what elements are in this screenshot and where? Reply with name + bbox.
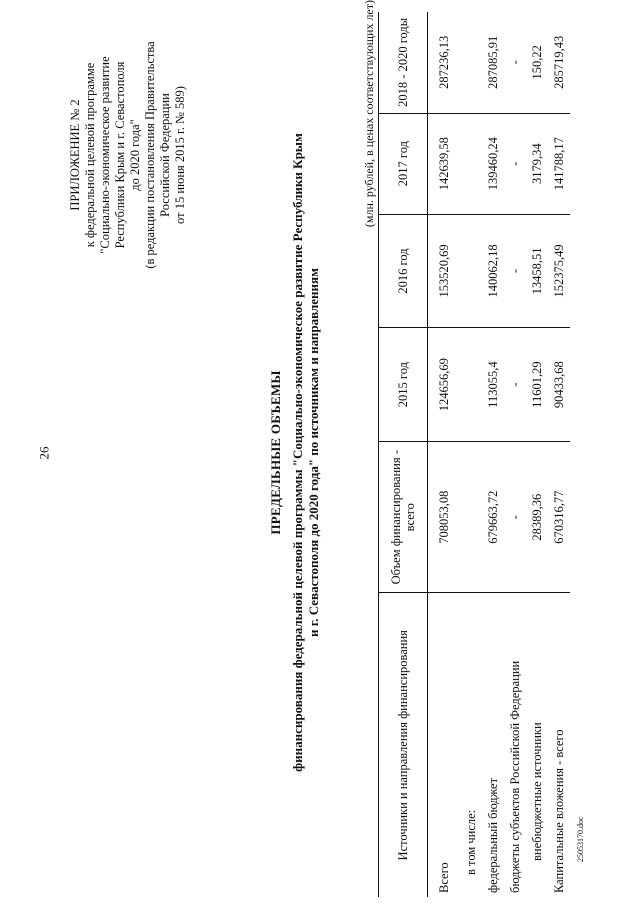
document-subtitle [290, 40, 322, 865]
table-cell: 285719,43 [548, 12, 570, 113]
appendix-line: "Социально-экономическое развитие [98, 56, 112, 254]
table-cell: - [504, 12, 526, 113]
units-note: (млн. рублей, в ценах соответствующих лет) [362, 0, 376, 228]
table-cell: 28389,36 [526, 441, 548, 593]
table-cell: Капитальные вложения - всего [551, 729, 566, 893]
table-cell: Всего [436, 862, 451, 893]
table-cell: 90433,68 [548, 328, 570, 442]
table-cell: внебюджетные источники [529, 722, 544, 861]
table-row [482, 12, 504, 897]
table-cell: 708053,08 [428, 441, 461, 593]
table-cell: - [504, 113, 526, 214]
appendix-block [68, 5, 188, 305]
table-cell [460, 214, 482, 328]
page-number: 26 [36, 446, 52, 460]
table-cell: 11601,29 [526, 328, 548, 442]
table-cell: 152375,49 [548, 214, 570, 328]
appendix-line: до 2020 года" [128, 119, 142, 191]
appendix-line: Республики Крым и г. Севастополя [113, 61, 127, 249]
table-cell: 140062,18 [482, 214, 504, 328]
table-cell: федеральный бюджет [485, 777, 500, 893]
subtitle-line-1: финансирования федеральной целевой программы "Социально-экономическое развитие Республики Крым [290, 133, 305, 772]
table-cell [460, 12, 482, 113]
table-row [504, 12, 526, 897]
table-cell: 287236,13 [428, 12, 461, 113]
table-cell: 679663,72 [482, 441, 504, 593]
table-cell: 141788,17 [548, 113, 570, 214]
table-row [460, 12, 482, 897]
table-cell: - [504, 214, 526, 328]
table-row [428, 12, 461, 897]
appendix-line: Российской Федерации [158, 93, 172, 217]
table-cell: 153520,69 [428, 214, 461, 328]
table-row [548, 12, 570, 897]
appendix-line: к федеральной целевой программе [83, 62, 97, 248]
column-header: 2018 - 2020 годы [379, 12, 428, 113]
appendix-line: от 15 июня 2015 г. № 589) [173, 86, 187, 224]
column-header: 2017 год [379, 113, 428, 214]
table-header-row [379, 12, 428, 897]
document-code: 25053170.doc [576, 816, 585, 862]
column-header: Источники и направления финансирования [379, 593, 428, 897]
table-cell: 124656,69 [428, 328, 461, 442]
table-cell: в том числе: [463, 809, 478, 875]
table-cell [460, 441, 482, 593]
appendix-line: (в редакции постановления Правительства [143, 41, 157, 269]
column-header: 2015 год [379, 328, 428, 442]
table-cell [460, 328, 482, 442]
table-cell: 142639,58 [428, 113, 461, 214]
table-cell: 287085,91 [482, 12, 504, 113]
table-cell: 670316,77 [548, 441, 570, 593]
table-cell: 13458,51 [526, 214, 548, 328]
table-cell: - [504, 441, 526, 593]
column-header: Объем финансирования - всего [379, 441, 428, 593]
table-cell: 150,22 [526, 12, 548, 113]
table-cell: 113055,4 [482, 328, 504, 442]
document-title: ПРЕДЕЛЬНЫЕ ОБЪЕМЫ [268, 370, 283, 535]
table-cell [460, 113, 482, 214]
financing-table [378, 12, 570, 897]
table-cell: 3179,34 [526, 113, 548, 214]
subtitle-line-2: и г. Севастополя до 2020 года" по источникам и направлениям [306, 268, 321, 637]
column-header: 2016 год [379, 214, 428, 328]
table-cell: бюджеты субъектов Российской Федерации [507, 660, 522, 893]
table-cell: 139460,24 [482, 113, 504, 214]
table-row [526, 12, 548, 897]
appendix-line: ПРИЛОЖЕНИЕ № 2 [68, 99, 82, 211]
table-cell: - [504, 328, 526, 442]
